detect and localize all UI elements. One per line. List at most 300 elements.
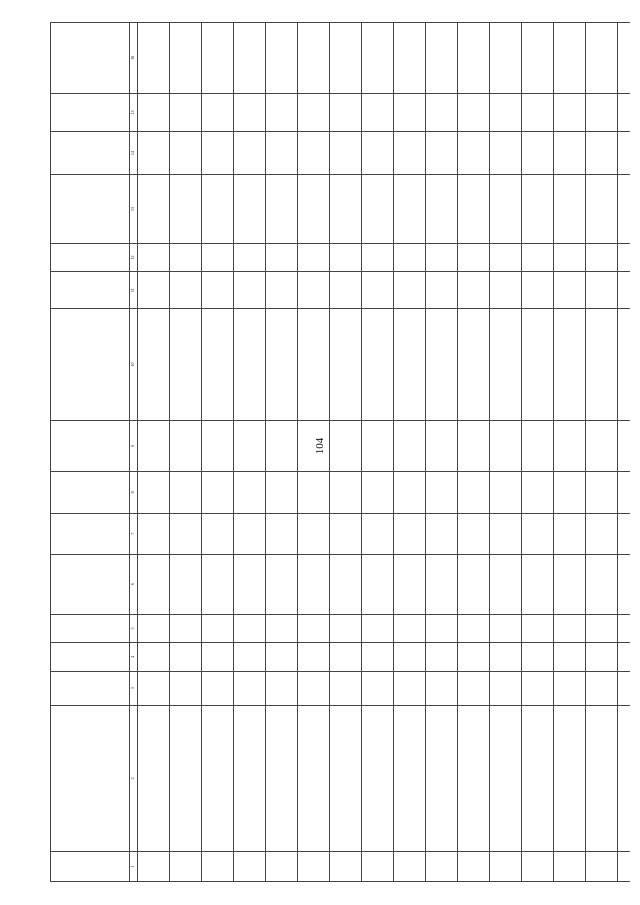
table-cell	[202, 851, 234, 881]
column-number: 8	[130, 472, 138, 513]
table-cell	[458, 851, 490, 881]
table-cell	[234, 93, 266, 132]
table-cell	[170, 472, 202, 513]
table-cell	[362, 671, 394, 705]
table-cell	[490, 93, 522, 132]
table-cell	[330, 554, 362, 614]
table-cell	[554, 309, 586, 421]
table-cell	[202, 643, 234, 671]
table-cell	[426, 513, 458, 554]
table-cell	[554, 175, 586, 244]
table-cell	[394, 643, 426, 671]
table-cell	[202, 614, 234, 642]
table-cell	[362, 132, 394, 175]
table-cell	[394, 614, 426, 642]
table-cell	[458, 614, 490, 642]
table-cell	[490, 243, 522, 271]
table-cell	[394, 132, 426, 175]
table-cell	[490, 23, 522, 94]
table-cell	[394, 420, 426, 472]
column-number: 3	[130, 671, 138, 705]
table-cell	[202, 309, 234, 421]
table-cell	[170, 614, 202, 642]
table-cell	[490, 420, 522, 472]
table-cell	[330, 472, 362, 513]
table-cell	[554, 705, 586, 851]
table-row	[586, 23, 618, 882]
column-number: 16	[130, 23, 138, 94]
table-cell	[138, 23, 170, 94]
table-cell	[426, 472, 458, 513]
table-cell	[458, 472, 490, 513]
column-header	[51, 851, 130, 881]
table-cell	[266, 93, 298, 132]
table-row	[170, 23, 202, 882]
table-cell	[490, 705, 522, 851]
table-cell	[522, 705, 554, 851]
column-header	[51, 513, 130, 554]
table-cell	[170, 272, 202, 309]
register-table	[50, 22, 630, 882]
table-cell	[426, 132, 458, 175]
table-cell	[362, 272, 394, 309]
table-cell	[202, 671, 234, 705]
table-cell	[362, 243, 394, 271]
column-header	[51, 472, 130, 513]
table-cell	[394, 243, 426, 271]
table-cell	[426, 272, 458, 309]
table-cell	[458, 93, 490, 132]
table-cell	[138, 309, 170, 421]
table-cell	[362, 554, 394, 614]
table-cell	[138, 243, 170, 271]
table-viewport	[50, 22, 630, 882]
table-cell	[522, 175, 554, 244]
table-cell	[266, 472, 298, 513]
table-cell	[586, 472, 618, 513]
table-cell	[618, 272, 631, 309]
table-row	[202, 23, 234, 882]
table-cell	[618, 420, 631, 472]
column-number: 5	[130, 614, 138, 642]
table-cell	[490, 643, 522, 671]
table-cell	[330, 705, 362, 851]
table-cell	[170, 93, 202, 132]
table-row	[426, 23, 458, 882]
table-cell	[298, 132, 330, 175]
table-cell	[362, 175, 394, 244]
table-cell	[234, 671, 266, 705]
table-cell	[426, 243, 458, 271]
table-cell	[586, 93, 618, 132]
table-cell	[554, 132, 586, 175]
table-cell	[426, 309, 458, 421]
table-cell	[234, 472, 266, 513]
table-cell	[266, 851, 298, 881]
table-cell	[266, 132, 298, 175]
table-cell	[170, 705, 202, 851]
table-cell	[202, 23, 234, 94]
table-cell	[586, 272, 618, 309]
table-cell	[266, 420, 298, 472]
table-cell	[138, 132, 170, 175]
table-cell	[266, 705, 298, 851]
table-cell	[298, 705, 330, 851]
table-cell	[618, 671, 631, 705]
column-header	[51, 243, 130, 271]
table-cell	[362, 472, 394, 513]
table-cell	[426, 420, 458, 472]
table-cell	[490, 851, 522, 881]
table-row	[554, 23, 586, 882]
table-cell	[554, 23, 586, 94]
table-cell	[234, 705, 266, 851]
column-header	[51, 175, 130, 244]
table-cell	[458, 243, 490, 271]
table-cell	[554, 643, 586, 671]
table-cell	[170, 554, 202, 614]
table-cell	[426, 705, 458, 851]
table-cell	[298, 420, 330, 472]
table-row	[490, 23, 522, 882]
table-cell	[394, 272, 426, 309]
table-cell	[170, 175, 202, 244]
table-cell	[490, 309, 522, 421]
column-number: 1	[130, 851, 138, 881]
table-cell	[586, 513, 618, 554]
table-cell	[458, 309, 490, 421]
table-cell	[586, 243, 618, 271]
table-column-numbers-row	[130, 23, 138, 882]
page-number: 104	[314, 437, 326, 455]
column-number: 13	[130, 175, 138, 244]
table-row	[458, 23, 490, 882]
table-cell	[554, 671, 586, 705]
table-cell	[618, 93, 631, 132]
table-row	[362, 23, 394, 882]
table-cell	[490, 513, 522, 554]
table-cell	[298, 472, 330, 513]
table-cell	[362, 705, 394, 851]
table-cell	[618, 175, 631, 244]
table-cell	[202, 472, 234, 513]
column-header	[51, 643, 130, 671]
table-cell	[522, 23, 554, 94]
table-cell	[426, 643, 458, 671]
table-cell	[298, 309, 330, 421]
column-header	[51, 705, 130, 851]
column-header	[51, 93, 130, 132]
table-cell	[202, 243, 234, 271]
table-cell	[490, 175, 522, 244]
table-cell	[234, 272, 266, 309]
table-cell	[586, 309, 618, 421]
table-cell	[522, 614, 554, 642]
table-cell	[522, 472, 554, 513]
table-cell	[266, 309, 298, 421]
table-cell	[394, 472, 426, 513]
table-cell	[170, 643, 202, 671]
table-cell	[138, 513, 170, 554]
table-cell	[202, 132, 234, 175]
column-number: 10	[130, 309, 138, 421]
table-cell	[266, 513, 298, 554]
table-cell	[266, 175, 298, 244]
table-cell	[202, 513, 234, 554]
table-cell	[266, 23, 298, 94]
table-cell	[138, 472, 170, 513]
table-cell	[266, 554, 298, 614]
table-row	[266, 23, 298, 882]
table-cell	[138, 705, 170, 851]
table-cell	[618, 614, 631, 642]
table-cell	[330, 513, 362, 554]
table-cell	[394, 851, 426, 881]
table-cell	[298, 23, 330, 94]
table-cell	[266, 614, 298, 642]
table-cell	[394, 554, 426, 614]
table-cell	[586, 23, 618, 94]
table-cell	[138, 420, 170, 472]
table-cell	[234, 851, 266, 881]
table-cell	[138, 851, 170, 881]
table-cell	[170, 132, 202, 175]
table-cell	[330, 243, 362, 271]
table-cell	[234, 420, 266, 472]
table-cell	[394, 23, 426, 94]
table-cell	[522, 513, 554, 554]
column-number: 7	[130, 513, 138, 554]
table-cell	[490, 272, 522, 309]
table-cell	[362, 851, 394, 881]
table-cell	[426, 23, 458, 94]
table-cell	[234, 614, 266, 642]
table-cell	[426, 851, 458, 881]
table-row	[522, 23, 554, 882]
column-header	[51, 132, 130, 175]
table-cell	[618, 472, 631, 513]
column-number: 15	[130, 93, 138, 132]
table-cell	[330, 175, 362, 244]
column-header	[51, 272, 130, 309]
table-row	[394, 23, 426, 882]
table-cell	[138, 272, 170, 309]
table-cell	[586, 420, 618, 472]
table-cell	[586, 614, 618, 642]
table-cell	[522, 671, 554, 705]
table-cell	[298, 614, 330, 642]
table-cell	[554, 851, 586, 881]
table-cell	[202, 93, 234, 132]
table-cell	[394, 671, 426, 705]
table-cell	[298, 554, 330, 614]
table-cell	[586, 132, 618, 175]
column-header	[51, 23, 130, 94]
table-cell	[170, 513, 202, 554]
table-cell	[586, 851, 618, 881]
table-cell	[586, 175, 618, 244]
table-cell	[618, 132, 631, 175]
table-cell	[170, 420, 202, 472]
table-cell	[330, 643, 362, 671]
table-cell	[458, 420, 490, 472]
table-cell	[138, 93, 170, 132]
table-cell	[330, 671, 362, 705]
table-cell	[426, 93, 458, 132]
table-cell	[458, 671, 490, 705]
table-row	[618, 23, 631, 882]
table-cell	[266, 243, 298, 271]
table-cell	[234, 175, 266, 244]
table-cell	[170, 851, 202, 881]
column-header	[51, 614, 130, 642]
column-number: 2	[130, 705, 138, 851]
table-cell	[522, 93, 554, 132]
table-cell	[618, 554, 631, 614]
table-cell	[522, 132, 554, 175]
table-cell	[458, 23, 490, 94]
table-cell	[458, 643, 490, 671]
table-row	[330, 23, 362, 882]
table-cell	[522, 643, 554, 671]
table-cell	[362, 513, 394, 554]
table-cell	[362, 23, 394, 94]
table-cell	[618, 851, 631, 881]
table-row	[138, 23, 170, 882]
table-cell	[522, 420, 554, 472]
column-number: 12	[130, 243, 138, 271]
table-cell	[554, 420, 586, 472]
column-number: 4	[130, 643, 138, 671]
column-number: 11	[130, 272, 138, 309]
table-cell	[298, 175, 330, 244]
column-header	[51, 671, 130, 705]
table-cell	[330, 132, 362, 175]
table-cell	[138, 643, 170, 671]
table-cell	[554, 614, 586, 642]
table-cell	[554, 243, 586, 271]
table-cell	[202, 705, 234, 851]
table-cell	[298, 643, 330, 671]
table-cell	[522, 243, 554, 271]
table-cell	[138, 671, 170, 705]
table-cell	[554, 272, 586, 309]
table-cell	[234, 513, 266, 554]
table-cell	[554, 513, 586, 554]
table-cell	[330, 614, 362, 642]
table-cell	[330, 23, 362, 94]
table-cell	[266, 272, 298, 309]
table-cell	[138, 175, 170, 244]
table-cell	[394, 309, 426, 421]
table-cell	[330, 420, 362, 472]
table-cell	[138, 614, 170, 642]
table-cell	[458, 705, 490, 851]
table-cell	[298, 93, 330, 132]
table-cell	[618, 513, 631, 554]
table-cell	[490, 614, 522, 642]
table-cell	[234, 643, 266, 671]
table-cell	[138, 554, 170, 614]
table-cell	[458, 513, 490, 554]
table-cell	[298, 671, 330, 705]
table-cell	[170, 309, 202, 421]
table-body	[138, 23, 631, 882]
table-cell	[426, 614, 458, 642]
table-cell	[202, 175, 234, 244]
table-cell	[618, 643, 631, 671]
column-number: 14	[130, 132, 138, 175]
table-cell	[586, 671, 618, 705]
table-cell	[330, 851, 362, 881]
table-cell	[554, 472, 586, 513]
table-cell	[458, 554, 490, 614]
table-cell	[586, 643, 618, 671]
table-cell	[394, 175, 426, 244]
table-cell	[330, 93, 362, 132]
table-cell	[554, 554, 586, 614]
table-cell	[170, 671, 202, 705]
table-cell	[394, 93, 426, 132]
table-cell	[298, 513, 330, 554]
table-cell	[618, 705, 631, 851]
table-cell	[490, 472, 522, 513]
table-cell	[458, 132, 490, 175]
table-cell	[202, 554, 234, 614]
table-cell	[234, 132, 266, 175]
table-cell	[522, 554, 554, 614]
table-cell	[426, 554, 458, 614]
table-cell	[362, 309, 394, 421]
column-header	[51, 309, 130, 421]
table-cell	[554, 93, 586, 132]
table-cell	[490, 671, 522, 705]
table-cell	[298, 272, 330, 309]
table-cell	[170, 23, 202, 94]
table-cell	[202, 272, 234, 309]
table-cell	[362, 643, 394, 671]
table-row	[298, 23, 330, 882]
table-cell	[234, 23, 266, 94]
table-header-row	[51, 23, 130, 882]
table-cell	[394, 513, 426, 554]
table-cell	[170, 243, 202, 271]
table-cell	[426, 175, 458, 244]
table-cell	[458, 175, 490, 244]
column-number: 9	[130, 420, 138, 472]
table-cell	[394, 705, 426, 851]
table-cell	[298, 851, 330, 881]
table-cell	[362, 420, 394, 472]
table-cell	[426, 671, 458, 705]
table-cell	[234, 243, 266, 271]
table-cell	[234, 554, 266, 614]
table-cell	[586, 705, 618, 851]
rotated-table-frame	[50, 22, 630, 882]
table-cell	[298, 243, 330, 271]
table-cell	[490, 132, 522, 175]
table-cell	[202, 420, 234, 472]
table-cell	[522, 851, 554, 881]
table-cell	[266, 643, 298, 671]
table-cell	[458, 272, 490, 309]
table-cell	[490, 554, 522, 614]
table-cell	[266, 671, 298, 705]
table-cell	[330, 309, 362, 421]
table-cell	[522, 272, 554, 309]
column-header	[51, 420, 130, 472]
column-number: 6	[130, 554, 138, 614]
